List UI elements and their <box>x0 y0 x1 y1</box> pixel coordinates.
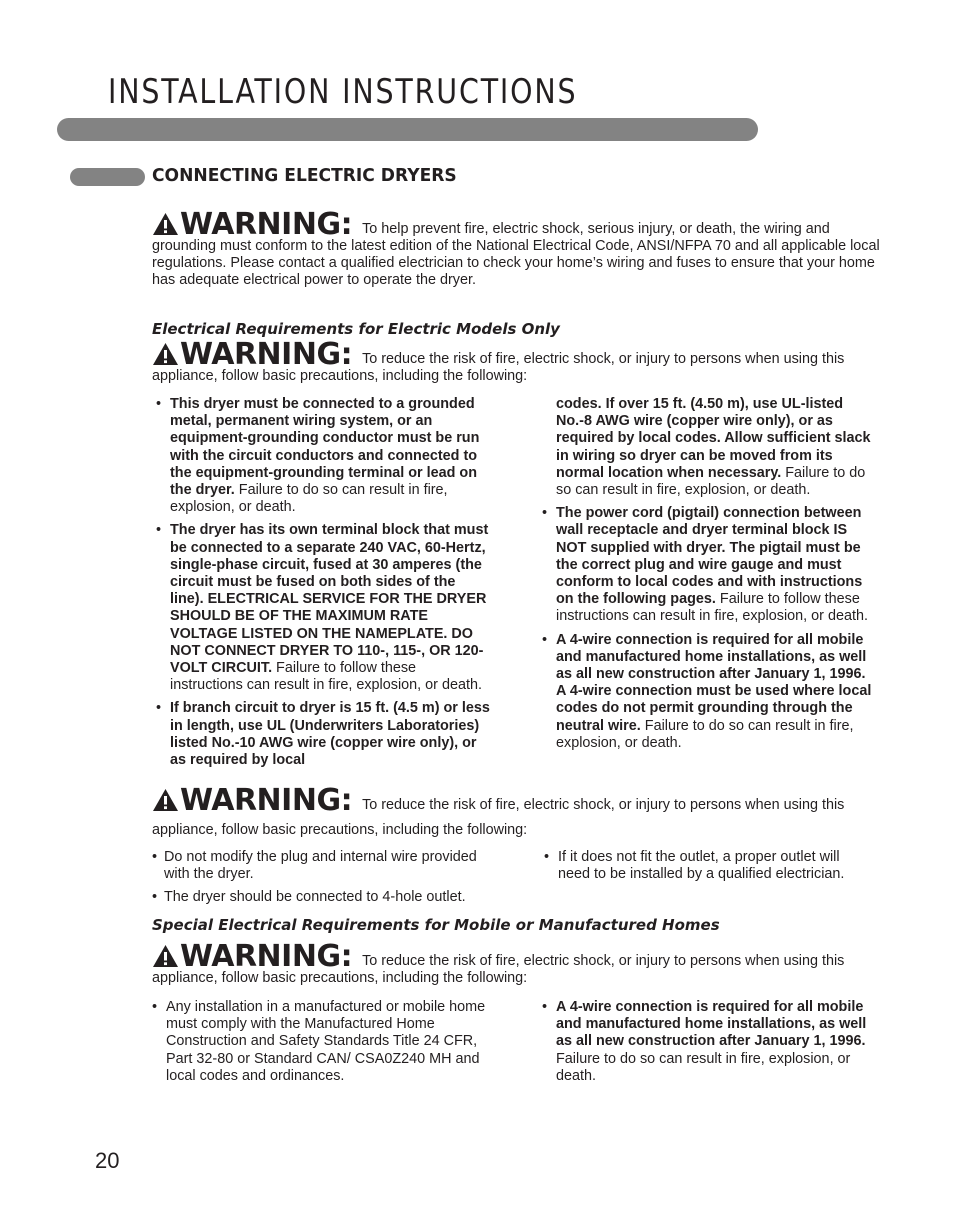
list-item <box>156 522 492 694</box>
list-item-text: Failure to do so can result in fire, explosion, or death. <box>556 717 854 751</box>
warning-block-general <box>152 207 882 289</box>
mobile-homes-left-list <box>152 999 492 1091</box>
list-item-bold-text: A 4-wire connection is required for all mobile and manufactured home installations, as well as all new construction after January 1, 1996. A 4-wire connection must be used where local codes do not permit grounding through the neutral wire. <box>556 631 872 734</box>
warning-label-text: WARNING: <box>180 939 353 974</box>
bullet-icon: • <box>156 396 162 412</box>
bullet-icon: • <box>156 522 162 539</box>
list-item-text: If it does not fit the outlet, a proper outlet will need to be installed by a qualified electrician. <box>558 849 845 883</box>
mobile-homes-right-list <box>542 999 882 1091</box>
bullet-icon: • <box>542 999 548 1015</box>
bullet-icon: • <box>152 889 158 906</box>
list-item-text: Failure to do so can result in fire, explosion, or death. <box>170 482 448 516</box>
list-item <box>544 849 874 883</box>
bullet-icon: • <box>542 631 548 648</box>
list-item-bold-text: The power cord (pigtail) connection between wall receptacle and dryer terminal block IS NOT supplied with dryer. The pigtail must be the correct plug and wire gauge and must conform to local codes and with instructions on the following pages. <box>556 505 863 608</box>
list-item <box>152 889 492 906</box>
warning-text: To reduce the risk of fire, electric shock, or injury to persons when using this appliance, follow basic precautions, including the following: <box>152 797 845 838</box>
warning-text: To help prevent fire, electric shock, serious injury, or death, the wiring and grounding must conform to the latest edition of the National Electrical Code, ANSI/NFPA 70 and all applicable local regulations. Please contact a qualified electrician to check your home’s wiring and fuses to ensure that your home has adequate electrical power to operate the dryer. <box>152 221 880 288</box>
plug-warning-right-list <box>544 849 874 889</box>
page-title: INSTALLATION INSTRUCTIONS <box>108 72 578 112</box>
warning-triangle-icon <box>152 342 179 366</box>
list-item <box>152 849 492 883</box>
list-item-bold-text: If branch circuit to dryer is 15 ft. (4.5 m) or less in length, use UL (Underwriters Laboratories) listed No.-10 AWG wire (copper wire only), or as required by local <box>170 700 490 769</box>
warning-triangle-icon <box>152 944 179 968</box>
list-item-text: Failure to do so can result in fire, explosion, or death. <box>556 464 866 499</box>
warning-block-plug <box>152 783 882 843</box>
list-item <box>542 999 882 1085</box>
warning-label <box>152 939 352 974</box>
warning-text: To reduce the risk of fire, electric shock, or injury to persons when using this appliance, follow basic precautions, including the following: <box>152 953 845 986</box>
list-item <box>542 632 878 752</box>
warning-label <box>152 783 352 818</box>
list-item-bold-text: A 4-wire connection is required for all mobile and manufactured home installations, as well as all new construction after January 1, 1996. <box>556 999 867 1050</box>
electrical-requirements-left-list <box>156 396 492 775</box>
list-item-text: Do not modify the plug and internal wire provided with the dryer. <box>164 849 477 883</box>
title-divider-bar <box>57 118 758 141</box>
warning-triangle-icon <box>152 212 179 236</box>
page-number: 20 <box>95 1148 120 1173</box>
bullet-icon: • <box>156 700 162 717</box>
list-item-bold-text: This dryer must be connected to a grounded metal, permanent wiring system, or an equipment-grounding conductor must be run with the circuit conductors and connected to the equipment-grounding terminal or lead on the dryer. <box>170 396 480 499</box>
list-item <box>156 396 492 516</box>
list-item-bold-text: codes. If over 15 ft. (4.50 m), use UL-listed No.-8 AWG wire (copper wire only), or as required by local codes. Allow sufficient slack in wiring so dryer can be moved from its normal location when necessary. <box>556 396 871 481</box>
list-item-text: The dryer should be connected to 4-hole outlet. <box>164 889 466 906</box>
section-heading: CONNECTING ELECTRIC DRYERS <box>152 165 457 186</box>
warning-label-text: WARNING: <box>180 337 353 372</box>
warning-label-text: WARNING: <box>180 207 353 242</box>
electrical-requirements-right-list <box>542 396 878 758</box>
list-item-text: Failure to follow these instructions can result in fire, explosion, or death. <box>556 591 868 625</box>
list-item-text: Any installation in a manufactured or mobile home must comply with the Manufactured Home Construction and Safety Standards Title 24 CFR, Part 32-80 or Standard CAN/ CSA0Z240 MH and local codes and ordinances. <box>166 999 486 1084</box>
bullet-icon: • <box>542 505 548 522</box>
warning-block-mobile-homes <box>152 939 882 987</box>
list-item-text: Failure to follow these instructions can result in fire, explosion, or death. <box>170 660 482 694</box>
subheading-mobile-homes: Special Electrical Requirements for Mobile or Manufactured Homes <box>152 916 720 934</box>
list-item <box>156 700 492 769</box>
list-item <box>542 505 878 625</box>
bullet-icon: • <box>544 849 550 865</box>
plug-warning-left-list <box>152 849 492 913</box>
list-item-continuation <box>542 396 878 499</box>
list-item-text: Failure to do so can result in fire, explosion, or death. <box>556 1050 851 1084</box>
warning-label-text: WARNING: <box>180 783 353 818</box>
bullet-icon: • <box>152 999 158 1015</box>
warning-label <box>152 207 352 242</box>
warning-block-electrical <box>152 337 882 385</box>
bullet-icon: • <box>152 849 158 865</box>
subheading-electrical-requirements: Electrical Requirements for Electric Models Only <box>152 320 560 338</box>
list-item <box>152 999 492 1085</box>
warning-triangle-icon <box>152 788 179 812</box>
warning-text: To reduce the risk of fire, electric shock, or injury to persons when using this appliance, follow basic precautions, including the following: <box>152 351 845 384</box>
section-marker-pill <box>70 168 145 186</box>
list-item-bold-text: The dryer has its own terminal block that must be connected to a separate 240 VAC, 60-Hertz, single-phase circuit, fused at 30 amperes (the circuit must be fused on both sides of the line). ELECTRICAL SERVICE FOR THE DRYER SHOULD BE OF THE MAXIMUM RATE VOLTAGE LISTED ON THE NAMEPLATE. DO NOT CONNECT DRYER TO 110-, 115-, OR 120-VOLT CIRCUIT. <box>170 522 489 677</box>
warning-label <box>152 337 352 372</box>
